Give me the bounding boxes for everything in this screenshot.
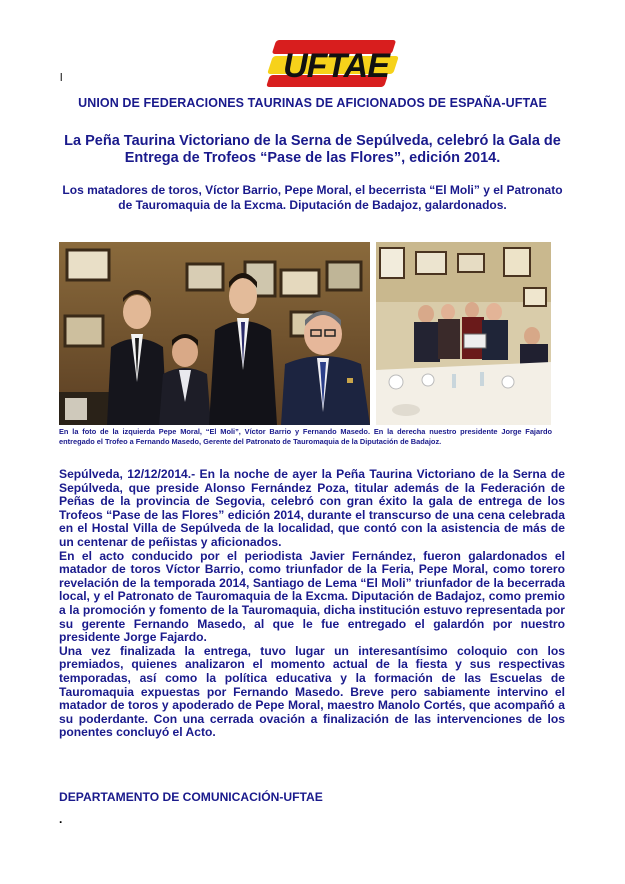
photo-award-winners-illustration bbox=[59, 242, 370, 425]
headline: La Peña Taurina Victoriano de la Serna de Sepúlveda, celebró la Gala de Entrega de Trofeos “Pase de las Flores”, edición 2014. bbox=[64, 133, 561, 166]
article-paragraph: Una vez finalizada la entrega, tuvo lugar un interesantísimo coloquio con los premiados, quienes analizaron el momento actual de la fiesta y sus respectivas temporadas, así como la política educativa y la formación de las Escuelas de Tauromaquia expuestas por Fernando Masedo. Breve pero sabiamente intervino el matador de toros y apoderado de Pepe Moral, maestro Manolo Cortés, que acompañó a su poderdante. Con una cerrada ovación a finalización de las intervenciones de los ponentes concluyó el Acto. bbox=[59, 643, 565, 740]
article-body bbox=[59, 468, 565, 740]
logo-text: UFTAE bbox=[283, 47, 389, 85]
organization-title: UNION DE FEDERACIONES TAURINAS DE AFICIONADOS DE ESPAÑA-UFTAE bbox=[78, 96, 547, 110]
footer-dot: . bbox=[59, 812, 63, 826]
photo-caption: En la foto de la izquierda Pepe Moral, “El Moli”, Víctor Barrio y Fernando Masedo. En la derecha nuestro presidente Jorge Fajardo entregado el Trofeo a Fernando Masedo, Gerente del Patronato de Tauromaquia de la Diputación de Badajoz. bbox=[59, 427, 552, 446]
article-paragraph: Sepúlveda, 12/12/2014.- En la noche de ayer la Peña Taurina Victoriano de la Serna de Sepúlveda, que preside Alonso Fernández Poza, titular además de la Federación de Peñas de la provincia de Segovia, celebró con gran éxito la gala de entrega de los Trofeos “Pase de las Flores” edición 2014, durante el transcurso de una cena celebrada en el Hostal Villa de Sepúlveda de la localidad, que contó con la asistencia de más de un centenar de peñistas y aficionados. bbox=[59, 467, 565, 549]
photo-award-winners bbox=[59, 242, 370, 425]
department-signature: DEPARTAMENTO DE COMUNICACIÓN-UFTAE bbox=[59, 790, 323, 804]
uftae-logo bbox=[268, 34, 400, 94]
photo-trophy-presentation-illustration bbox=[376, 242, 551, 425]
subheadline: Los matadores de toros, Víctor Barrio, Pepe Moral, el becerrista “El Moli” y el Patronato de Tauromaquia de la Excma. Diputación de Badajoz, galardonados. bbox=[62, 183, 563, 212]
photo-trophy-presentation bbox=[376, 242, 551, 425]
stray-mark: l bbox=[60, 72, 63, 84]
article-paragraph: En el acto conducido por el periodista Javier Fernández, fueron galardonados el matador de toros Víctor Barrio, como triunfador de la Feria, Pepe Moral, como torero revelación de la temporada 2014, Santiago de Lema “El Moli” triunfador de la becerrada local, y el Patronato de Tauromaquia de la Excma. Diputación de Badajoz, como premio a la promoción y fomento de la Tauromaquia, dicha institución estuvo representada por su gerente Fernando Masedo, al que le fue entregado el galardón por nuestro presidente Jorge Fajardo. bbox=[59, 548, 565, 645]
